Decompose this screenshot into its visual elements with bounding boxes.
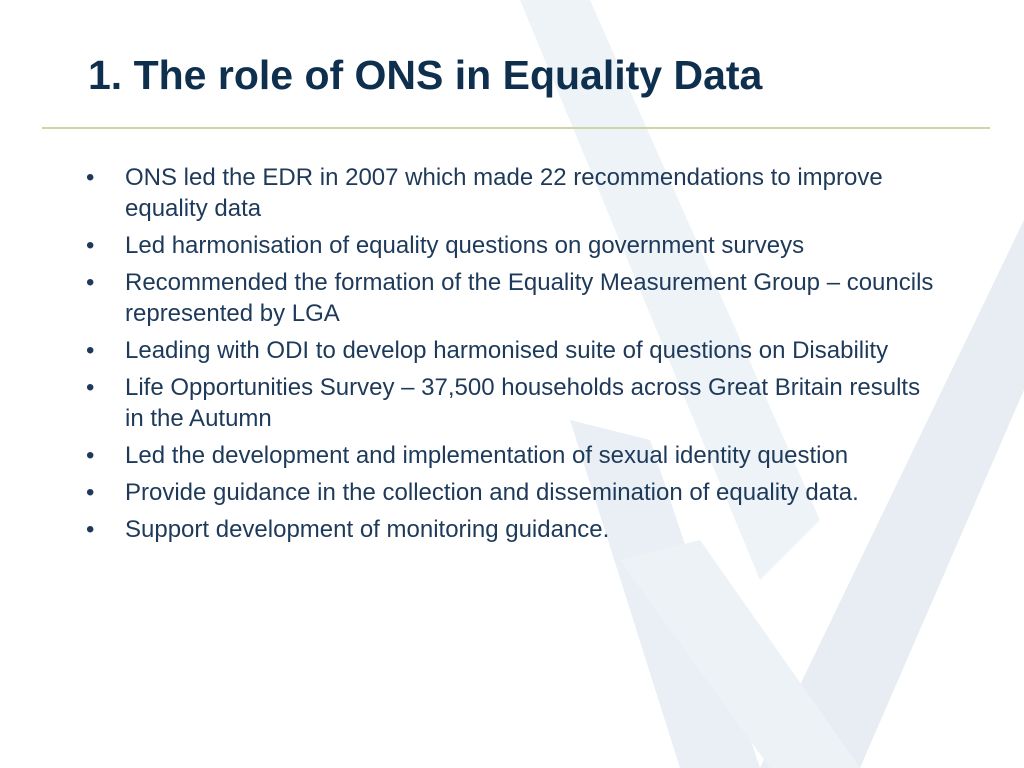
bullet-text: Recommended the formation of the Equality Measurement Group – councils represented by LGA	[125, 269, 934, 327]
slide-title: 1. The role of ONS in Equality Data	[88, 52, 763, 98]
bullet-marker: •	[86, 516, 95, 543]
bullet-item	[86, 372, 946, 434]
bullet-text: Life Opportunities Survey – 37,500 households across Great Britain results in the Autumn	[125, 374, 921, 432]
bullet-marker: •	[86, 337, 95, 364]
bullet-item	[86, 267, 946, 329]
bullet-marker: •	[86, 232, 95, 259]
bullet-item	[86, 335, 946, 366]
title-divider	[42, 127, 990, 129]
bullet-item	[86, 440, 946, 471]
bullet-text: Support development of monitoring guidance.	[125, 516, 610, 543]
bullet-item	[86, 162, 946, 224]
bullet-item	[86, 477, 946, 508]
bullet-item	[86, 230, 946, 261]
bullet-text: Provide guidance in the collection and dissemination of equality data.	[125, 479, 859, 506]
bullet-text: Leading with ODI to develop harmonised suite of questions on Disability	[125, 337, 889, 364]
bullet-marker: •	[86, 479, 95, 506]
bullet-item	[86, 514, 946, 545]
bullet-marker: •	[86, 374, 95, 401]
bullet-text: ONS led the EDR in 2007 which made 22 recommendations to improve equality data	[125, 164, 883, 222]
bullet-list	[86, 162, 946, 551]
bullet-marker: •	[86, 269, 95, 296]
bullet-text: Led harmonisation of equality questions on government surveys	[125, 232, 805, 259]
bullet-marker: •	[86, 164, 95, 191]
bullet-text: Led the development and implementation of sexual identity question	[125, 442, 849, 469]
bullet-marker: •	[86, 442, 95, 469]
